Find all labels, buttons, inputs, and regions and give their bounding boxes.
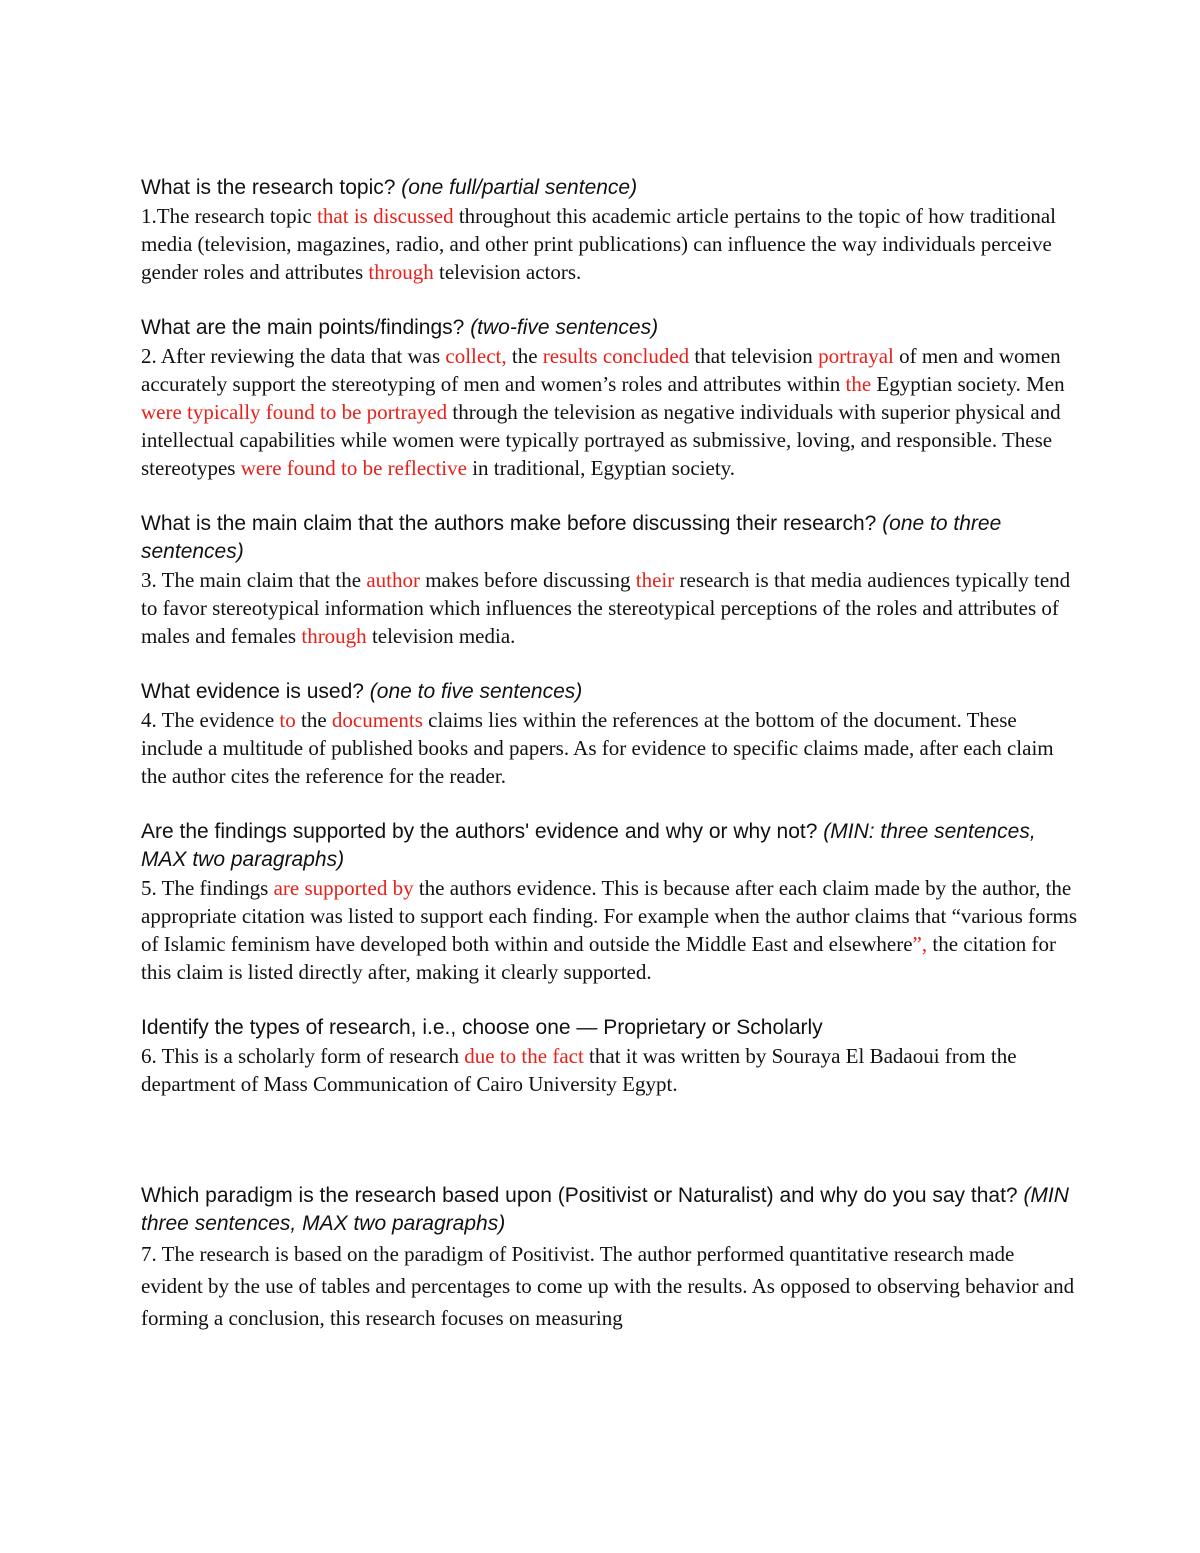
question-7 [141, 1182, 1081, 1238]
question-6 [141, 1014, 1081, 1042]
answer-highlight: to [279, 708, 296, 732]
answer-text: 3. The main claim that the [141, 568, 367, 592]
answer-4 [141, 706, 1081, 790]
answer-highlight: documents [331, 708, 423, 732]
answer-highlight: author [366, 568, 420, 592]
question-hint: (MIN: three sentences, MAX two paragraphs) [141, 820, 1036, 871]
answer-text: the [295, 708, 332, 732]
answer-3 [141, 566, 1081, 650]
question-2 [141, 314, 1081, 342]
document-body [141, 174, 1081, 1334]
answer-highlight: were typically found to be portrayed [141, 400, 448, 424]
answer-highlight: were found to be reflective [240, 456, 467, 480]
answer-text: 1.The research topic [141, 204, 318, 228]
answer-text: in traditional, Egyptian society. [466, 456, 736, 480]
answer-text: makes before discussing [419, 568, 636, 592]
question-hint: (one to three sentences) [141, 512, 1002, 563]
answer-text: 6. This is a scholarly form of research [141, 1044, 465, 1068]
question-text: Which paradigm is the research based upon (Positivist or Naturalist) and why do you say that? [141, 1184, 1024, 1207]
answer-6 [141, 1042, 1081, 1098]
answer-text: the citation for this claim is listed directly after, making it clearly supported. [141, 932, 1056, 984]
answer-highlight: ”, [912, 932, 928, 956]
answer-highlight: results concluded [542, 344, 690, 368]
answer-5 [141, 874, 1081, 986]
question-hint: (one to five sentences) [369, 680, 583, 703]
answer-highlight: portrayal [818, 344, 894, 368]
answer-highlight: due to the fact [464, 1044, 584, 1068]
answer-text: of men and women accurately support the stereotyping of men and women’s roles and attributes within [141, 344, 1061, 396]
answer-highlight: through [301, 624, 367, 648]
answer-highlight: are supported by [273, 876, 414, 900]
answer-2 [141, 342, 1081, 482]
answer-text: the authors evidence. This is because after each claim made by the author, the appropriate citation was listed to support each finding. For example when the author claims that “various forms of Islamic feminism have developed both within and outside the Middle East and elsewhere [141, 876, 1077, 956]
question-3 [141, 510, 1081, 566]
question-5 [141, 818, 1081, 874]
answer-text: the [506, 344, 543, 368]
answer-highlight: through [368, 260, 434, 284]
answer-highlight: that is discussed [317, 204, 454, 228]
question-text: What is the research topic? [141, 176, 402, 199]
question-text: What evidence is used? [141, 680, 370, 703]
question-hint: (two-five sentences) [470, 316, 659, 339]
question-1 [141, 174, 1081, 202]
answer-text: that television [689, 344, 819, 368]
section-3 [141, 510, 1081, 650]
question-text: Are the findings supported by the authors' evidence and why or why not? [141, 820, 824, 843]
question-hint: (MIN three sentences, MAX two paragraphs) [141, 1184, 1069, 1235]
section-7 [141, 1182, 1081, 1334]
answer-highlight: the [845, 372, 872, 396]
section-5 [141, 818, 1081, 986]
section-6 [141, 1014, 1081, 1098]
answer-text: television media. [366, 624, 516, 648]
answer-text: throughout this academic article pertains to the topic of how traditional media (television, magazines, radio, and other print publications) can influence the way individuals perceive gender roles and attributes [141, 204, 1057, 284]
answer-text: television actors. [433, 260, 582, 284]
answer-text: claims lies within the references at the bottom of the document. These include a multitude of published books and papers. As for evidence to specific claims made, after each claim the author cites the reference for the reader. [141, 708, 1054, 788]
question-text: What is the main claim that the authors make before discussing their research? [141, 512, 883, 535]
answer-text: 2. After reviewing the data that was [141, 344, 446, 368]
question-text: What are the main points/findings? [141, 316, 471, 339]
answer-1 [141, 202, 1081, 286]
question-text: Identify the types of research, i.e., choose one — Proprietary or Scholarly [141, 1016, 823, 1039]
question-hint: (one full/partial sentence) [401, 176, 638, 199]
answer-highlight: their [635, 568, 675, 592]
answer-highlight: collect, [445, 344, 507, 368]
answer-text: that it was written by Souraya El Badaoui from the department of Mass Communication of Cairo University Egypt. [141, 1044, 1017, 1096]
question-4 [141, 678, 1081, 706]
answer-text: 4. The evidence [141, 708, 280, 732]
section-4 [141, 678, 1081, 790]
section-2 [141, 314, 1081, 482]
answer-text: research is that media audiences typically tend to favor stereotypical information which influences the stereotypical perceptions of the roles and attributes of males and females [141, 568, 1071, 648]
answer-7 [141, 1238, 1081, 1334]
section-1 [141, 174, 1081, 286]
answer-text: 5. The findings [141, 876, 274, 900]
answer-text: Egyptian society. Men [871, 372, 1065, 396]
answer-text: 7. The research is based on the paradigm of Positivist. The author performed quantitative research made evident by the use of tables and percentages to come up with the results. As opposed to observing behavior and forming a conclusion, this research focuses on measuring [141, 1242, 1075, 1330]
answer-text: through the television as negative individuals with superior physical and intellectual capabilities while women were typically portrayed as submissive, loving, and responsible. These stereotypes [141, 400, 1061, 480]
